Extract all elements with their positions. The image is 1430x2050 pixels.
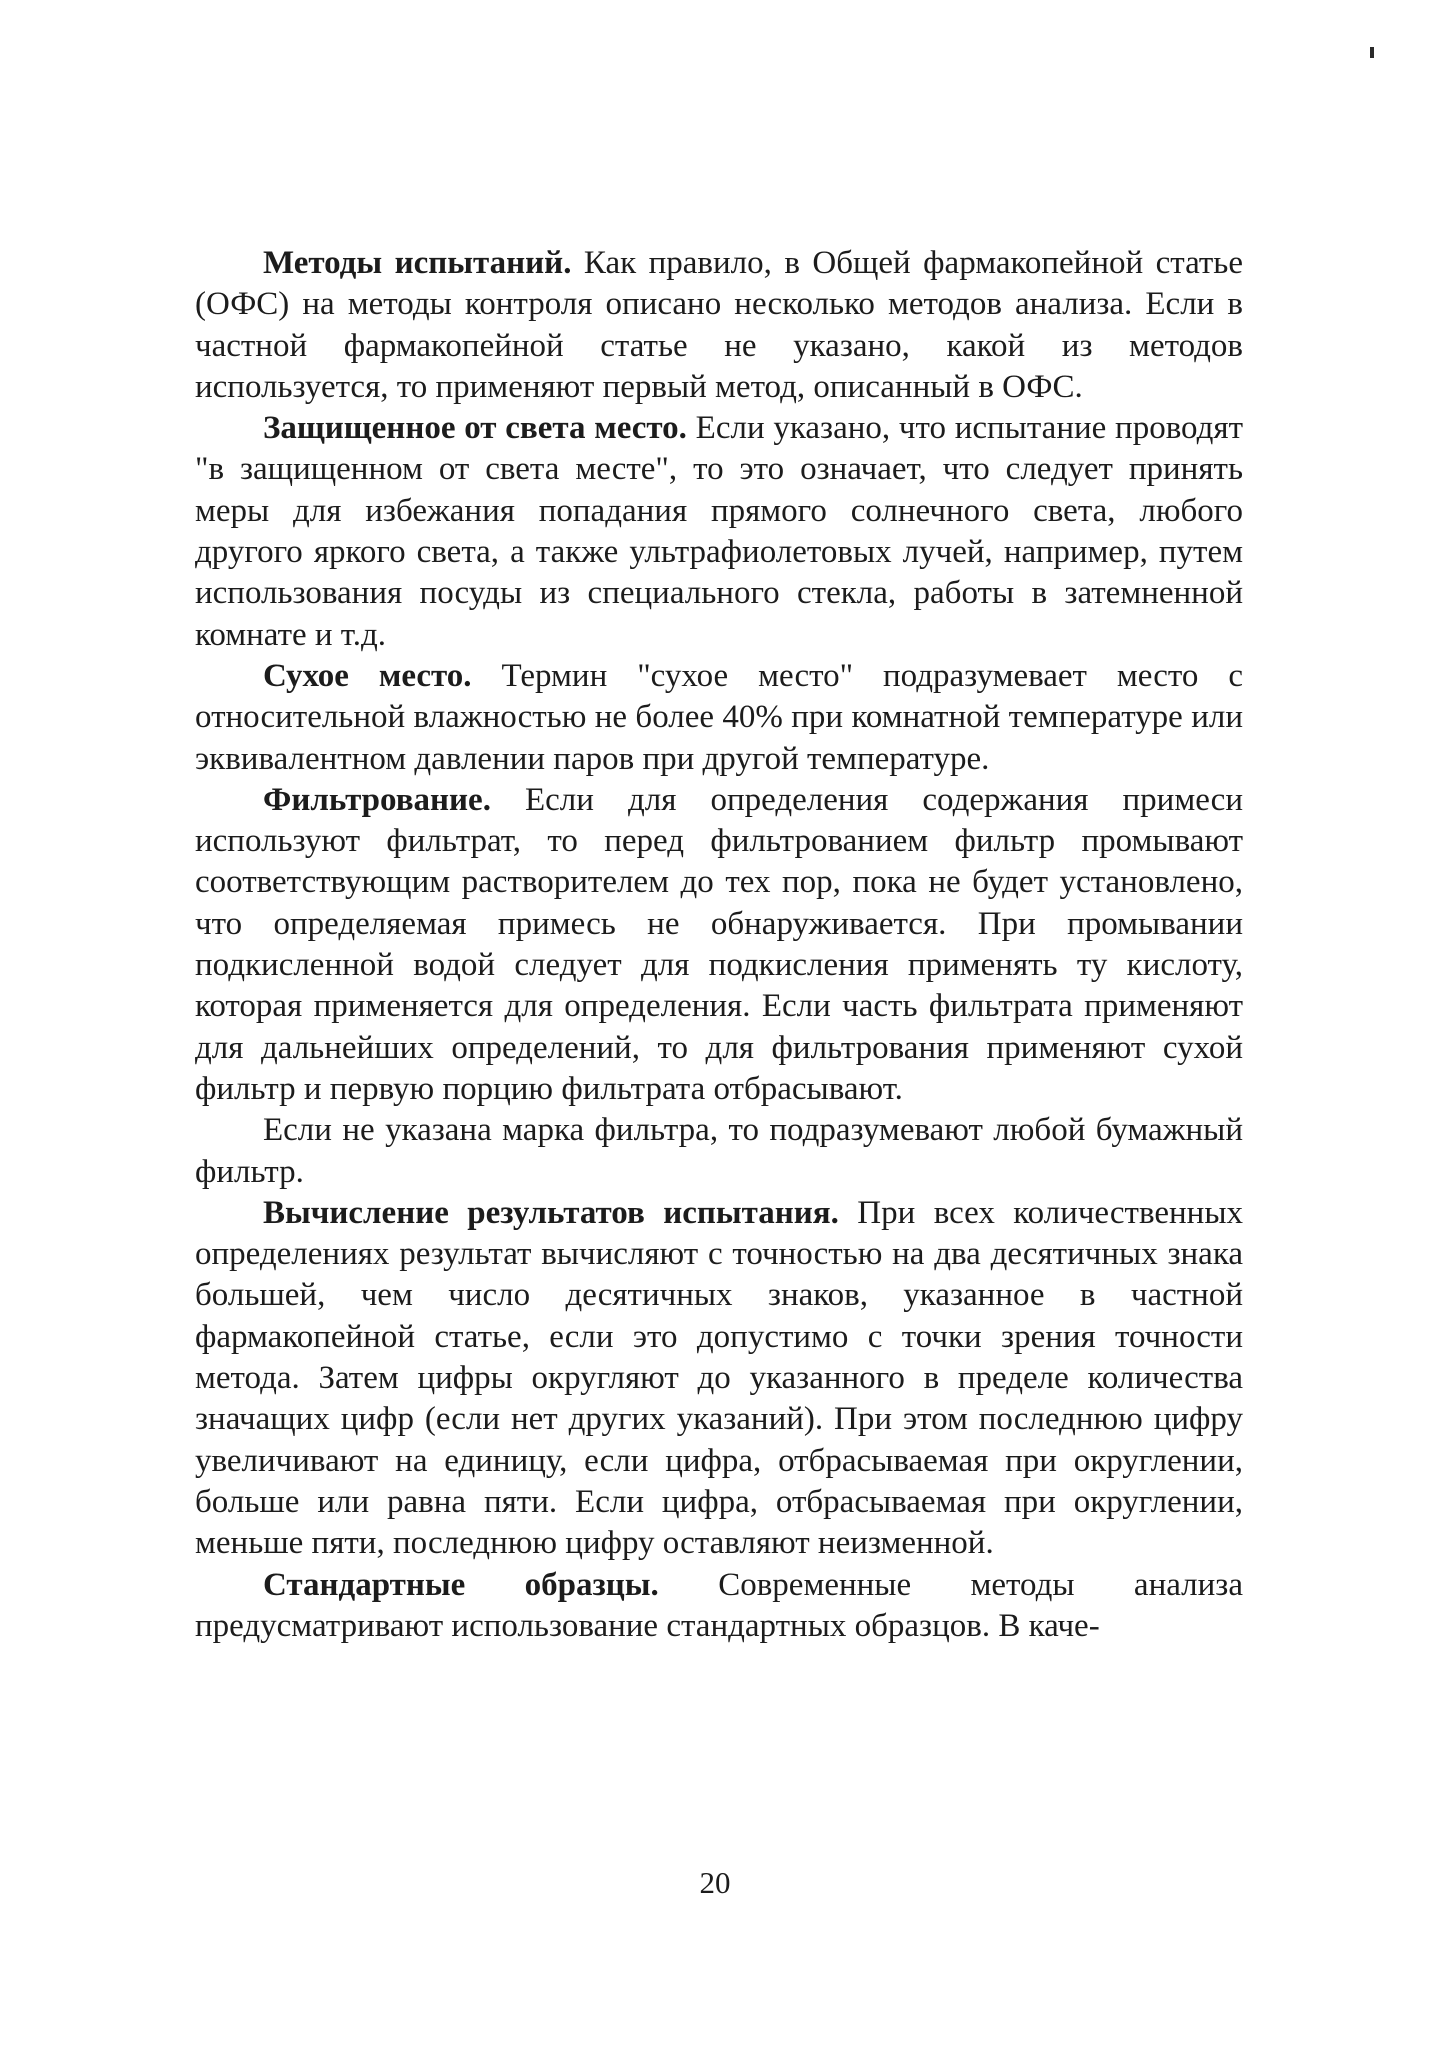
paragraph-text: Как правило, в Общей фармакопейной статье (ОФС) на методы контроля описано несколько методов анализа. Если в частной фармакопейной статье не указано, какой из методов используется, то применяют первый метод, описанный в ОФС. bbox=[195, 245, 1243, 405]
paragraph-term: Защищенное от света место. bbox=[263, 410, 687, 447]
paragraph-test-methods bbox=[195, 243, 1243, 408]
paragraph-filtration bbox=[195, 780, 1243, 1110]
paragraph-reference-standards bbox=[195, 1565, 1243, 1648]
paragraph-term: Стандартные образцы. bbox=[263, 1566, 659, 1603]
page-number: 20 bbox=[699, 1865, 731, 1900]
paragraph-term: Сухое место. bbox=[263, 657, 472, 694]
paragraph-term: Фильтрование. bbox=[263, 781, 491, 818]
paragraph-result-calculation bbox=[195, 1193, 1243, 1565]
scan-mark bbox=[1370, 47, 1374, 58]
paragraph-text: Если для определения содержания примеси используют фильтрат, то перед фильтрованием фильтр промывают соответствующим растворителем до тех пор, пока не будет установлено, что определяемая примесь не обнаруживается. При промывании подкисленной водой следует для подкисления применять ту кислоту, которая применяется для определения. Если часть фильтрата применяют для дальнейших определений, то для фильтрования применяют сухой фильтр и первую порцию фильтрата отбрасывают. bbox=[195, 781, 1243, 1107]
paragraph-text: Термин "сухое место" подразумевает место с относительной влажностью не более 40% при комнатной температуре или эквивалентном давлении паров при другой температуре. bbox=[195, 657, 1243, 777]
paragraph-term: Методы испытаний. bbox=[263, 245, 572, 281]
paragraph-filter-grade bbox=[195, 1110, 1243, 1193]
paragraph-term: Вычисление результатов испытания. bbox=[263, 1194, 839, 1231]
document-body bbox=[195, 243, 1243, 1647]
paragraph-text: Современные методы анализа предусматривают использование стандартных образцов. В каче- bbox=[195, 1566, 1243, 1644]
paragraph-text: Если не указана марка фильтра, то подразумевают любой бумажный фильтр. bbox=[195, 1112, 1243, 1190]
paragraph-text: Если указано, что испытание проводят "в защищенном от света месте", то это означает, что следует принять меры для избежания попадания прямого солнечного света, любого другого яркого света, а также ультрафиолетовых лучей, например, путем использования посуды из специального стекла, работы в затемненной комнате и т.д. bbox=[195, 410, 1243, 653]
paragraph-text: При всех количественных определениях результат вычисляют с точностью на два десятичных знака большей, чем число десятичных знаков, указанное в частной фармакопейной статье, если это допустимо с точки зрения точности метода. Затем цифры округляют до указанного в пределе количества значащих цифр (если нет других указаний). При этом последнюю цифру увеличивают на единицу, если цифра, отбрасываемая при округлении, больше или равна пяти. Если цифра, отбрасываемая при округлении, меньше пяти, последнюю цифру оставляют неизменной. bbox=[195, 1194, 1243, 1562]
paragraph-light-protected-place bbox=[195, 408, 1243, 656]
paragraph-dry-place bbox=[195, 656, 1243, 780]
